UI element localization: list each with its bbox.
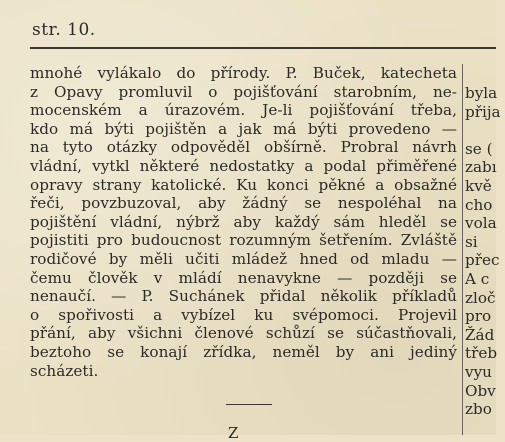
- text-line-fragment: A c: [465, 269, 490, 288]
- text-line-fragment: přija: [465, 102, 501, 121]
- text-line: vládní, vytkl některé nedostatky a podal přiměřené: [30, 156, 457, 175]
- text-line: o spořivosti a vybízel ku svépomoci. Projevil: [30, 305, 457, 324]
- text-line: řeči, povzbuzoval, aby žádný se nespoléhal na: [30, 194, 457, 213]
- header-rule: [30, 47, 496, 49]
- text-line: mnohé vylákalo do přírody. P. Buček, katecheta: [30, 64, 457, 82]
- text-line-fragment: zbo: [465, 400, 492, 419]
- adjacent-column-fragment: [465, 84, 505, 419]
- text-line: pojištění vládní, nýbrž aby každý sám hleděl se: [30, 212, 457, 231]
- text-line: čemu člověk v mládí nenavykne — později se: [30, 268, 457, 287]
- text-line-fragment: si: [465, 232, 478, 251]
- next-article-heading: Z: [228, 424, 240, 442]
- text-line: opravy strany katolické. Ku konci pěkné a obsažné: [30, 175, 457, 194]
- text-line: na tyto otázky odpověděl obšírně. Probral návrh: [30, 138, 457, 157]
- main-article-column: [30, 64, 457, 380]
- text-line-fragment: pro: [465, 307, 492, 326]
- text-line: scházeti.: [30, 361, 99, 380]
- text-line-fragment: cho: [465, 195, 493, 214]
- text-line: z Opavy promluvil o pojišťování starobním, ne-: [30, 82, 457, 101]
- text-line: kdo má býti pojištěn a jak má býti provedeno —: [30, 119, 457, 138]
- text-line: nenaučí. — P. Suchánek přidal několik příkladů: [30, 287, 457, 306]
- text-line: beztoho se konají zřídka, neměl by ani jediný: [30, 342, 457, 361]
- text-line-fragment: Obv: [465, 381, 496, 400]
- article-separator-rule: [226, 404, 272, 405]
- text-line: mocenském a úrazovém. Je-li pojišťování třeba,: [30, 101, 457, 120]
- page-number-header: str. 10.: [32, 20, 96, 40]
- text-line-fragment: [465, 121, 505, 140]
- text-line-fragment: Žád: [465, 325, 495, 344]
- column-divider: [462, 64, 463, 435]
- text-line-fragment: vyu: [465, 362, 492, 381]
- text-line-fragment: zloč: [465, 288, 496, 307]
- text-line-fragment: přec: [465, 251, 500, 270]
- text-line: pojistiti pro budoucnost rozumným šetřením. Zvláště: [30, 231, 457, 250]
- text-line-fragment: byla: [465, 84, 498, 102]
- text-line: rodičové by měli učiti mládež hned od mladu —: [30, 249, 457, 268]
- text-line-fragment: zabı: [465, 158, 497, 177]
- text-line-fragment: se (: [465, 139, 493, 158]
- text-line: přání, aby všichni členové schůzí se súčastňovali,: [30, 324, 457, 343]
- text-line-fragment: vola: [465, 214, 497, 233]
- text-line-fragment: kvě: [465, 176, 492, 195]
- text-line-fragment: třeb: [465, 344, 498, 363]
